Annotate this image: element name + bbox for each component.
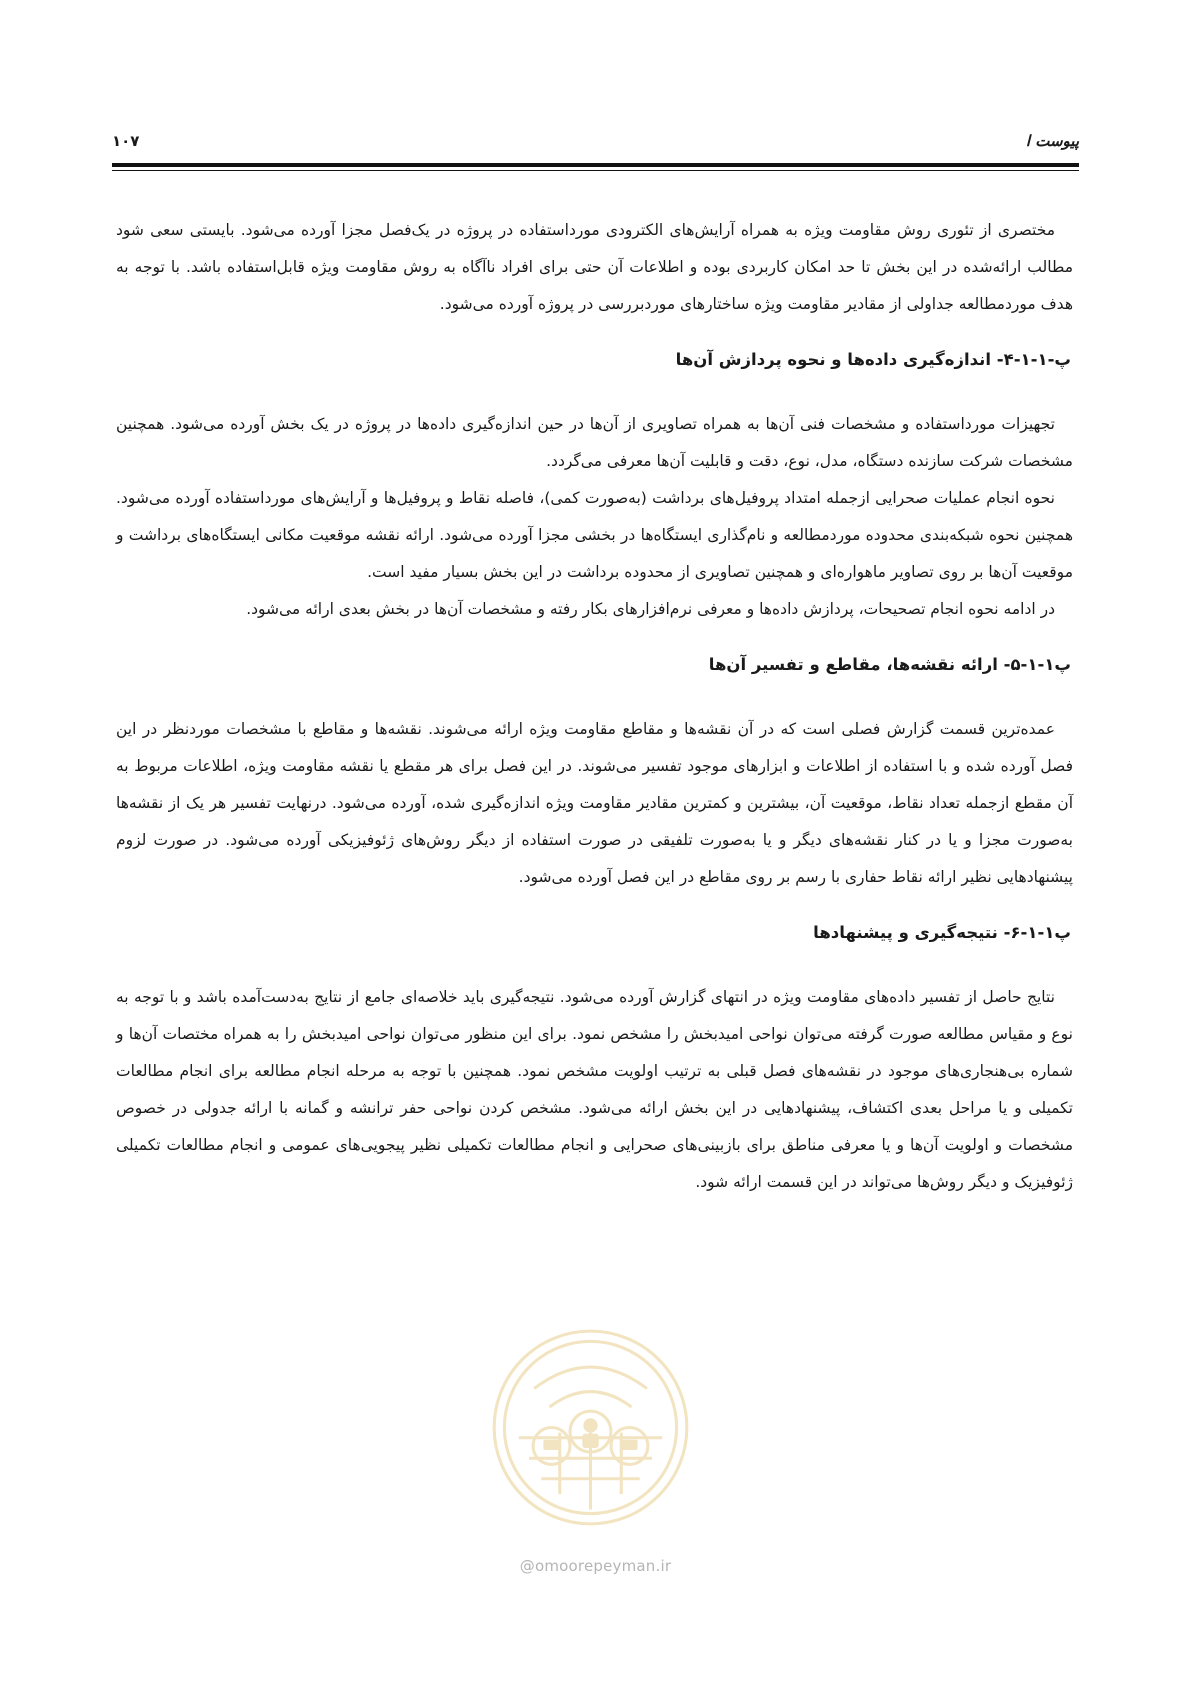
header-rule [112, 163, 1079, 167]
header-rule-thin [112, 170, 1079, 171]
page-header [112, 128, 1079, 158]
section-heading-6: پ۱-۱-۶- نتیجه‌گیری و پیشنهادها [813, 923, 1071, 942]
watermark-logo [488, 1325, 693, 1530]
section-5-paragraph-1: عمده‌ترین قسمت گزارش فصلی است که در آن نقشه‌ها و مقاطع مقاومت ویژه ارائه می‌شوند. نقشه‌ها و مقاطع با مشخصات موردنظر در این فصل آورده شده و با استفاده از اطلاعات و ابزارهای موجود تفسیر می‌شوند. در این فصل برای هر مقطع یا نقشه مقاومت ویژه، اطلاعات مربوط به آن مقطع ازجمله تعداد نقاط، موقعیت آن، بیشترین و کمترین مقادیر مقاومت ویژه اندازه‌گیری شده، آورده می‌شود. درنهایت تفسیر هر یک از نقشه‌ها به‌صورت مجزا و یا در کنار نقشه‌های دیگر و یا به‌صورت تلفیقی در صورت استفاده از دیگر روش‌های ژئوفیزیکی آورده می‌شود. در صورت لزوم پیشنهادهایی نظیر ارائه نقاط حفاری با رسم بر روی مقاطع در این فصل آورده می‌شود. [116, 720, 1073, 886]
intro-paragraph: مختصری از تئوری روش مقاومت ویژه به همراه آرایش‌های الکترودی مورداستفاده در پروژه در یک‌فصل مجزا آورده می‌شود. بایستی سعی شود مطالب ارائه‌شده در این بخش تا حد امکان کاربردی بوده و اطلاعات آن حتی برای افراد ناآگاه به روش مقاومت ویژه قابل‌استفاده باشد. با توجه به هدف موردمطالعه جداولی از مقادیر مقاومت ویژه ساختارهای موردبررسی در پروژه آورده می‌شود. [116, 221, 1073, 313]
section-4-paragraph-1: تجهیزات مورداستفاده و مشخصات فنی آن‌ها به همراه تصاویری از آن‌ها در حین اندازه‌گیری داده‌ها در پروژه در یک بخش آورده می‌شود. همچنین مشخصات شرکت سازنده دستگاه، مدل، نوع، دقت و قابلیت آن‌ها معرفی می‌گردد. [116, 415, 1073, 470]
section-4-paragraph-3: در ادامه نحوه انجام تصحیحات، پردازش داده‌ها و معرفی نرم‌افزارهای بکار رفته و مشخصات آن‌ها در بخش بعدی ارائه می‌شود. [246, 600, 1055, 618]
section-6-paragraph-1: نتایج حاصل از تفسیر داده‌های مقاومت ویژه در انتهای گزارش آورده می‌شود. نتیجه‌گیری باید خلاصه‌ای جامع از نتایج به‌دست‌آمده باشد و با توجه به نوع و مقیاس مطالعه صورت گرفته می‌توان نواحی امیدبخش را مشخص نمود. برای این منظور می‌توان نواحی امیدبخش را به همراه مختصات آن‌ها و شماره بی‌هنجاری‌های موجود در نقشه‌های فصل قبلی به ترتیب اولویت مشخص نمود. همچنین با توجه به مرحله انجام مطالعه برای انجام مطالعات تکمیلی و یا مراحل بعدی اکتشاف، پیشنهادهایی در این بخش ارائه می‌شود. مشخص کردن نواحی حفر ترانشه و گمانه با ارائه جدولی در خصوص مشخصات و اولویت آن‌ها و یا معرفی مناطق برای بازبینی‌های صحرایی و انجام مطالعات تکمیلی نظیر پیجویی‌های عمومی و انجام مطالعات تکمیلی ژئوفیزیک و دیگر روش‌ها می‌تواند در این قسمت ارائه شود. [116, 988, 1073, 1191]
section-4-paragraph-2: نحوه انجام عملیات صحرایی ازجمله امتداد پروفیل‌های برداشت (به‌صورت کمی)، فاصله نقاط و پروفیل‌ها و آرایش‌های مورداستفاده آورده می‌شود. همچنین نحوه شبکه‌بندی محدوده موردمطالعه و نام‌گذاری ایستگاه‌ها در بخشی مجزا آورده می‌شود. ارائه نقشه موقعیت مکانی ایستگاه‌های برداشت و موقعیت آن‌ها بر روی تصاویر ماهواره‌ای و همچنین تصاویری از محدوده برداشت در این بخش بسیار مفید است. [116, 489, 1073, 581]
running-title: پیوست ا [1025, 132, 1079, 150]
document-body [116, 212, 1073, 1201]
section-heading-5: پ۱-۱-۵- ارائه نقشه‌ها، مقاطع و تفسیر آن‌ها [708, 655, 1071, 674]
watermark-url: @omoorepeyman.ir [519, 1557, 672, 1575]
page-number: ۱۰۷ [112, 132, 140, 150]
section-heading-4: پ-۱-۱-۴- اندازه‌گیری داده‌ها و نحوه پردازش آن‌ها [675, 350, 1071, 369]
